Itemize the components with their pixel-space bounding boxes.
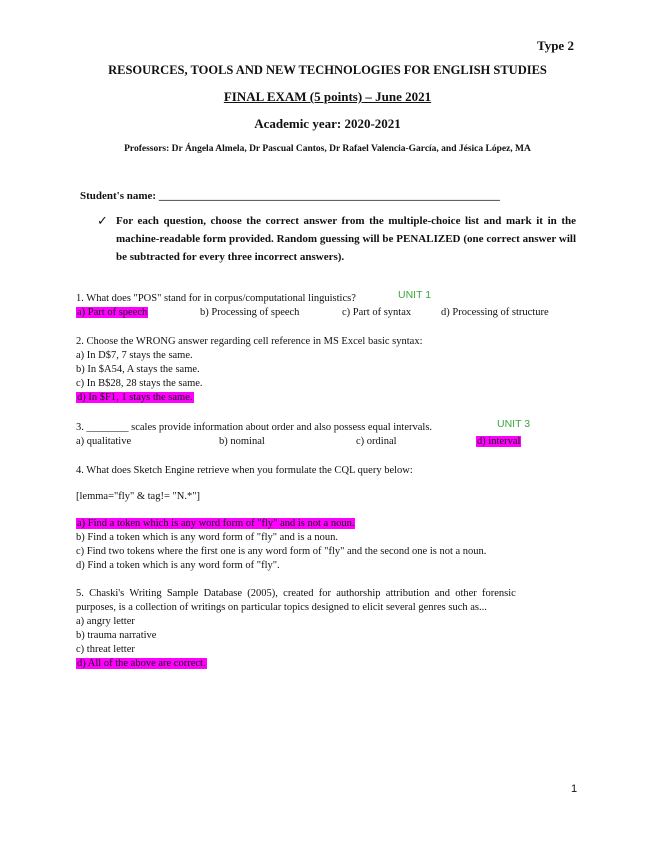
- q1-option-d[interactable]: d) Processing of structure: [441, 307, 549, 318]
- question-5-line-1: 5. Chaski's Writing Sample Database (2005), created for authorship attribution and other forensic: [76, 588, 516, 599]
- exam-title: RESOURCES, TOOLS AND NEW TECHNOLOGIES FOR ENGLISH STUDIES: [108, 63, 547, 77]
- academic-year: Academic year: 2020-2021: [254, 116, 401, 131]
- q4-option-c[interactable]: c) Find two tokens where the first one is any word form of "fly" and the second one is not a noun.: [76, 546, 487, 557]
- q5-option-c[interactable]: c) threat letter: [76, 644, 135, 655]
- exam-line: FINAL EXAM (5 points) – June 2021: [223, 89, 432, 104]
- q3-option-d[interactable]: d) interval: [477, 436, 521, 447]
- q4-option-b[interactable]: b) Find a token which is any word form of "fly" and is a noun.: [76, 532, 338, 543]
- exam-type-label: Type 2: [537, 38, 574, 53]
- exam-subtitle: [0, 89, 655, 105]
- q1-option-b[interactable]: b) Processing of speech: [200, 307, 300, 318]
- q3-option-b[interactable]: b) nominal: [219, 436, 265, 447]
- q2-option-a[interactable]: a) In D$7, 7 stays the same.: [76, 350, 193, 361]
- q3-option-c[interactable]: c) ordinal: [356, 436, 397, 447]
- instructions-text: For each question, choose the correct answer from the multiple-choice list and mark it in the machine-readable form provided. Random guessing will be PENALIZED (one correct answer will be subtracted for every three incorrect answers).: [116, 215, 576, 263]
- q5-option-b[interactable]: b) trauma narrative: [76, 630, 157, 641]
- q5-option-d[interactable]: d) All of the above are correct.: [77, 658, 206, 669]
- question-2: 2. Choose the WRONG answer regarding cell reference in MS Excel basic syntax:: [76, 336, 423, 347]
- unit-3-note: UNIT 3: [497, 418, 531, 430]
- cql-query: [lemma="fly" & tag!= "N.*"]: [76, 491, 201, 502]
- q4-option-a[interactable]: a) Find a token which is any word form of "fly" and is not a noun.: [77, 518, 355, 529]
- q2-option-b[interactable]: b) In $A54, A stays the same.: [76, 364, 200, 375]
- student-name-row: [80, 190, 580, 202]
- question-5-line-2: purposes, is a collection of writings on particular topics designed to elicit several genres such as...: [76, 602, 487, 613]
- question-1: 1. What does "POS" stand for in corpus/computational linguistics?: [76, 293, 356, 304]
- question-4: 4. What does Sketch Engine retrieve when you formulate the CQL query below:: [76, 465, 413, 476]
- q1-option-a[interactable]: a) Part of speech: [77, 307, 148, 318]
- question-3: 3. ________ scales provide information about order and also possess equal intervals.: [76, 422, 433, 433]
- q4-option-d[interactable]: d) Find a token which is any word form of "fly".: [76, 560, 280, 571]
- q1-option-c[interactable]: c) Part of syntax: [342, 307, 412, 318]
- page-number: 1: [571, 783, 578, 795]
- q2-option-c[interactable]: c) In B$28, 28 stays the same.: [76, 378, 203, 389]
- q3-option-a[interactable]: a) qualitative: [76, 436, 132, 447]
- professors-line: Professors: Dr Ángela Almela, Dr Pascual Cantos, Dr Rafael Valencia-García, and Jésica López, MA: [124, 144, 531, 154]
- student-name-label: Student's name:: [80, 190, 157, 202]
- q2-option-d[interactable]: d) In $F1, 1 stays the same.: [77, 392, 193, 403]
- check-icon: ✓: [97, 214, 108, 229]
- unit-1-note: UNIT 1: [398, 289, 432, 301]
- q5-option-a[interactable]: a) angry letter: [76, 616, 135, 627]
- student-name-blank: ______________________________________________________________: [158, 190, 500, 202]
